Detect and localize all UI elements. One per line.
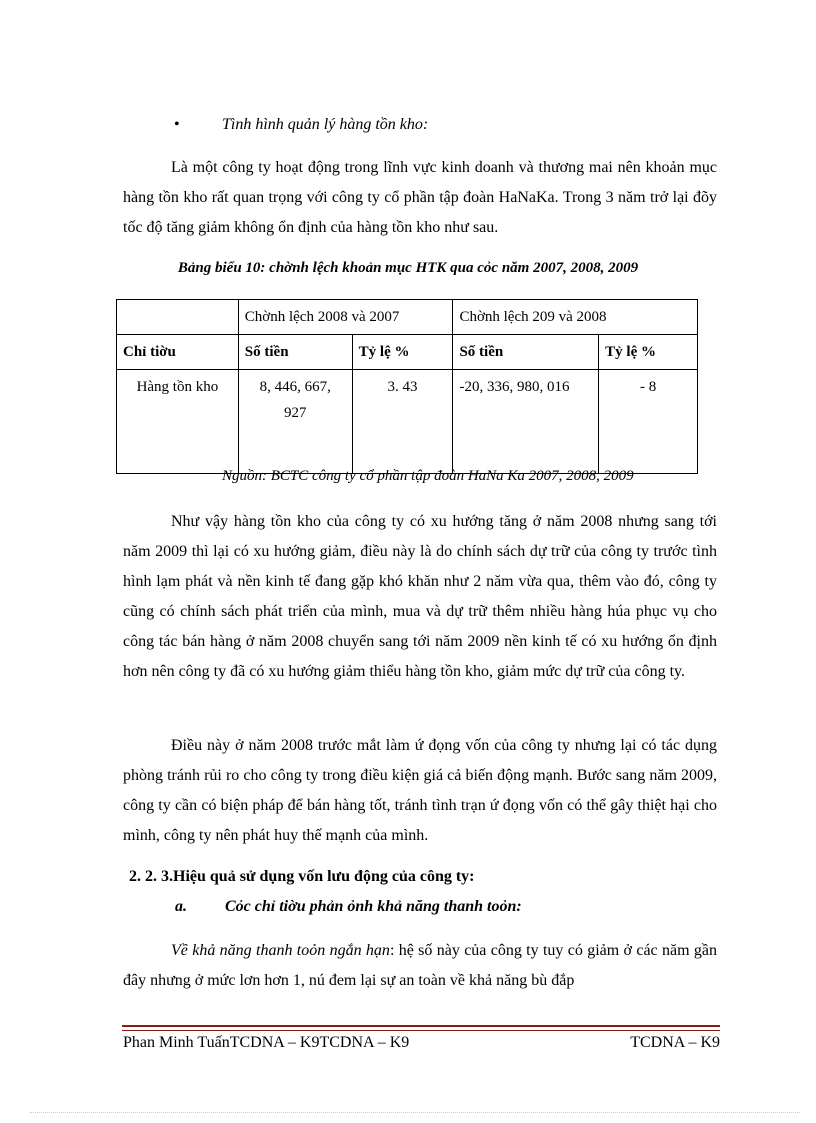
table-empty-cell — [117, 300, 239, 335]
subsection-heading — [175, 898, 522, 916]
cell-pct-2009: - 8 — [599, 370, 698, 474]
cell-amount-2009: -20, 336, 980, 016 — [453, 370, 599, 474]
col-header-pct-2008: Tỷ lệ % — [352, 335, 453, 370]
table-source: Nguồn: BCTC công ty cổ phần tập đoàn HaNa Ka 2007, 2008, 2009 — [222, 468, 634, 484]
paragraph-rest: : hệ số này của công ty tuy có giảm ở các năm gần đây nhưng ở mức lơn hơn 1, nú đem lại sự an toàn về khả năng bù đắp — [123, 942, 717, 989]
cell-amount-2008: 8, 446, 667, 927 — [238, 370, 352, 474]
subsection-title: Cỏc chỉ tiờu phản ỏnh khả năng thanh toỏn: — [225, 898, 522, 915]
subsection-letter: a. — [175, 898, 187, 915]
footer-rule-top — [122, 1025, 720, 1027]
paragraph-inventory-intro: Là một công ty hoạt động trong lĩnh vực kinh doanh và thương mai nên khoản mục hàng tồn kho rất quan trọng với công ty cổ phần tập đoàn HaNaKa. Trong 3 năm trở lại đõy tốc độ tăng giảm không ổn định của hàng tồn kho như sau. — [123, 159, 717, 236]
bullet-icon: • — [174, 116, 180, 133]
bullet-title: Tình hình quản lý hàng tồn kho: — [222, 116, 429, 133]
footer-rule-bottom — [122, 1030, 720, 1031]
col-header-amount-2008: Số tiền — [238, 335, 352, 370]
col-header-pct-2009: Tỷ lệ % — [599, 335, 698, 370]
col-header-amount-2009: Số tiền — [453, 335, 599, 370]
page-border — [30, 1112, 800, 1113]
group-header-2009: Chờnh lệch 209 và 2008 — [453, 300, 698, 335]
paragraph-lead: Về khả năng thanh toỏn ngắn hạn — [171, 942, 390, 959]
section-heading: 2. 2. 3.Hiệu quả sử dụng vốn lưu động của công ty: — [129, 868, 475, 885]
table-row — [117, 370, 698, 474]
table-caption: Bảng biểu 10: chờnh lệch khoản mục HTK qua cỏc năm 2007, 2008, 2009 — [177, 260, 639, 276]
paragraph-capital-impact: Điều này ở năm 2008 trước mắt làm ứ đọng vốn của công ty nhưng lại có tác dụng phòng tránh rủi ro cho công ty trong điều kiện giá cả biến động mạnh. Bước sang năm 2009, công ty cần có biện pháp để bán hàng tốt, tránh tình trạn ứ đọng vốn có thể gây thiệt hại cho mình, công ty nên phát huy thế mạnh của mình. — [123, 737, 717, 844]
footer-class: TCDNA – K9 — [630, 1034, 720, 1051]
cell-pct-2008: 3. 43 — [352, 370, 453, 474]
paragraph-inventory-trend: Như vậy hàng tồn kho của công ty có xu hướng tăng ở năm 2008 nhưng sang tới năm 2009 thì lại có xu hướng giảm, điều này là do chính sách dự trữ của công ty trước tình hình lạm phát và nền kinh tế đang gặp khó khăn như 2 năm vừa qua, thêm vào đó, công ty cũng có chính sách phát triển của mình, mua và dự trữ thêm nhiều hàng húa phục vụ cho công tác bán hàng ở năm 2008 chuyển sang tới năm 2009 nền kinh tế có xu hướng ổn định hơn nên công ty đã có xu hướng giảm thiểu hàng tồn kho, giảm mức dự trữ của công ty. — [123, 513, 717, 680]
footer-author: Phan Minh TuấnTCDNA – K9TCDNA – K9 — [123, 1034, 410, 1051]
row-label: Hàng tồn kho — [117, 370, 239, 474]
table-column-header-row — [117, 335, 698, 370]
table-group-header-row — [117, 300, 698, 335]
col-header-indicator: Chỉ tiờu — [117, 335, 239, 370]
inventory-table — [116, 299, 698, 474]
paragraph-short-term-liquidity — [123, 936, 717, 996]
group-header-2008: Chờnh lệch 2008 và 2007 — [238, 300, 453, 335]
